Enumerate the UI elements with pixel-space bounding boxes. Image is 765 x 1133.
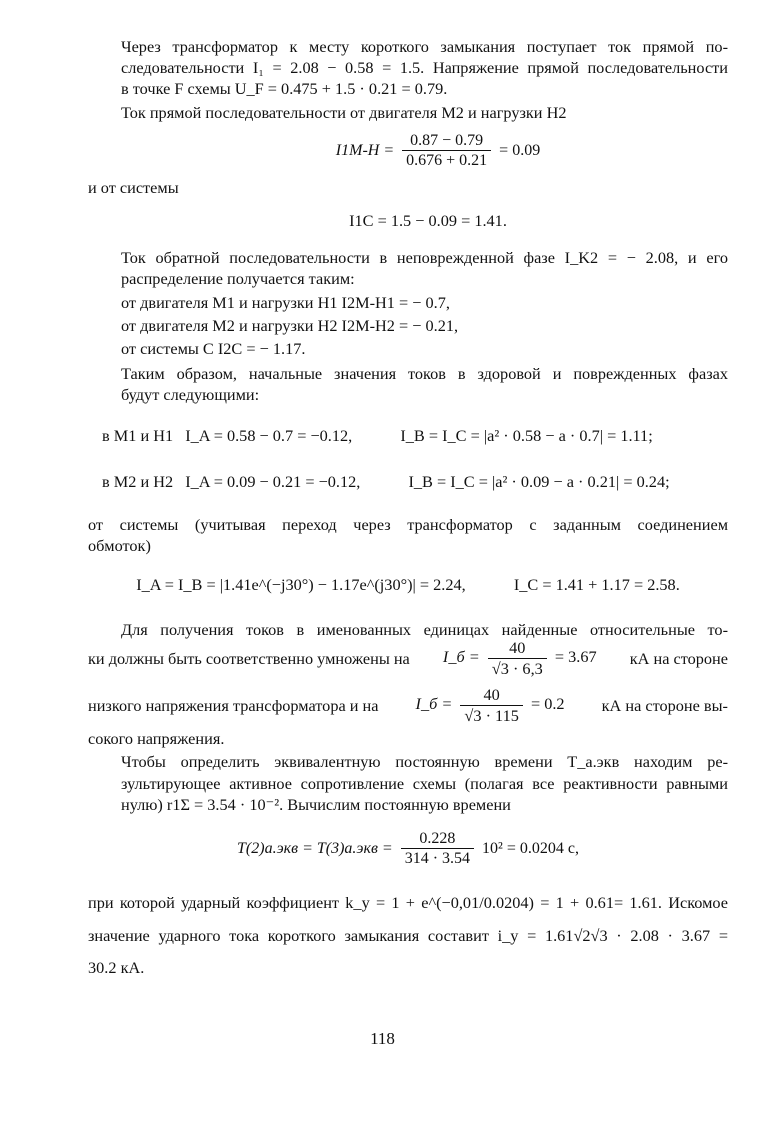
text-line: распределение получается таким:	[121, 269, 355, 289]
text-line: следовательности I₁ = 2.08 − 0.58 = 1.5. Напряжение прямой последовательности	[121, 58, 728, 78]
equation-ib: I_B = I_C = |a² · 0.09 − a · 0.21| = 0.24;	[408, 471, 670, 491]
paragraph-named-units	[88, 619, 728, 749]
paragraph-from-system-transformer	[88, 514, 728, 556]
equation-m1-h1	[102, 425, 728, 446]
equation-lhs: I_б =	[415, 694, 453, 714]
text-line: Таким образом, начальные значения токов в здоровой и поврежденных фазах	[121, 364, 728, 384]
equation-lhs: I_б =	[442, 647, 480, 667]
paragraph-positive-sequence: Ток прямой последовательности от двигателя М2 и нагрузки Н2	[121, 102, 567, 122]
text-fragment: кА на стороне	[629, 649, 728, 669]
paragraph-initial-values	[88, 363, 728, 405]
equation-label: в М1 и Н1	[102, 426, 174, 446]
text-line: будут следующими:	[121, 385, 260, 405]
text-line: от системы (учитывая переход через трансформатор с заданным соединением	[88, 514, 728, 534]
text-line: Чтобы определить эквивалентную постоянную времени T_а.экв находим ре-	[121, 752, 728, 772]
equation-ia: I_A = 0.09 − 0.21 = −0.12,	[185, 471, 361, 491]
page-content	[88, 36, 728, 985]
equation-result: = 0.2	[530, 694, 565, 714]
equation-lhs: I1М-Н =	[335, 141, 395, 159]
equation-ia: I_A = I_B = |1.41e^(−j30°) − 1.17e^(j30°)| = 2.24,	[136, 575, 466, 595]
paragraph-negative-sequence	[88, 247, 728, 289]
text-line: нулю) r1Σ = 3.54 · 10⁻². Вычислим постоянную времени	[121, 794, 511, 814]
text-line: значение ударного тока короткого замыкания составит i_у = 1.61√2√3 · 2.08 · 3.67 =	[88, 925, 728, 945]
fraction-numerator: 0.228	[401, 829, 474, 849]
equation-i1c: I1С = 1.5 − 0.09 = 1.41.	[349, 211, 507, 231]
paragraph-from-system: и от системы	[88, 177, 179, 197]
fraction-numerator: 0.87 − 0.79	[402, 131, 491, 151]
equation-ib: I_B = I_C = |a² · 0.58 − a · 0.7| = 1.11;	[400, 426, 653, 446]
text-line: 30.2 кА.	[88, 958, 145, 978]
equation-time-constant	[88, 829, 728, 869]
text-line: Ток обратной последовательности в неповрежденной фазе I_K2 = − 2.08, и его	[121, 248, 728, 268]
fraction-denominator: 314 · 3.54	[404, 850, 471, 868]
text-line-base-current-high	[88, 685, 728, 726]
fraction-denominator: √3 · 115	[464, 705, 519, 725]
equation-m2-h2	[102, 471, 728, 492]
text-fragment: ки должны быть соответственно умножены на	[88, 649, 410, 669]
equation-base-current-high	[416, 685, 565, 726]
text-fragment: низкого напряжения трансформатора и на	[88, 696, 379, 716]
text-line: зультирующее активное сопротивление схемы (полагая все реактивности равными	[121, 773, 728, 793]
text-line: сокого напряжения.	[88, 729, 225, 749]
text-line: в точке F схемы U_F = 0.475 + 1.5 · 0.21 = 0.79.	[121, 79, 448, 99]
equation-result: = 3.67	[554, 647, 597, 667]
text-fragment: кА на стороне вы-	[601, 696, 728, 716]
equation-ia: I_A = 0.58 − 0.7 = −0.12,	[185, 426, 353, 446]
fraction-numerator: 40	[460, 685, 522, 706]
equation-lhs: T(2)а.экв = T(3)а.экв =	[237, 839, 393, 857]
fraction-denominator: √3 · 6,3	[491, 659, 543, 678]
paragraph-transformer-current	[88, 36, 728, 100]
fraction	[402, 131, 491, 171]
text-line-base-current-low	[88, 638, 728, 679]
text-line: обмоток)	[88, 535, 151, 555]
list-item: от двигателя М2 и нагрузки Н2 I2М-Н2 = − 0.21,	[121, 315, 459, 335]
equation-base-current-low	[443, 638, 597, 679]
equation-i1mn	[148, 131, 728, 171]
paragraph-time-constant	[88, 751, 728, 815]
text-line: Для получения токов в именованных единицах найденные относительные то-	[121, 620, 728, 640]
equation-label: в М2 и Н2	[102, 471, 174, 491]
list-item: от системы С I2С = − 1.17.	[121, 338, 306, 358]
text-line: Через трансформатор к месту короткого замыкания поступает ток прямой по-	[121, 37, 728, 56]
fraction	[460, 685, 522, 726]
current-distribution-list	[88, 292, 728, 360]
equation-result: = 0.09	[499, 141, 541, 159]
equation-result: 10² = 0.0204 с,	[482, 839, 579, 857]
list-item: от двигателя М1 и нагрузки Н1 I2М-Н1 = − 0.7,	[121, 292, 450, 312]
equation-ic: I_C = 1.41 + 1.17 = 2.58.	[513, 575, 680, 595]
page-number: 118	[370, 1029, 395, 1048]
fraction	[488, 638, 547, 679]
equation-system-currents	[88, 574, 728, 595]
fraction-denominator: 0.676 + 0.21	[406, 151, 488, 169]
fraction	[401, 829, 474, 869]
paragraph-surge-current	[88, 887, 728, 985]
fraction-numerator: 40	[488, 638, 547, 659]
text-line: при которой ударный коэффициент k_у = 1 + e^(−0,01/0.0204) = 1 + 0.61= 1.61. Искомое	[88, 893, 728, 913]
